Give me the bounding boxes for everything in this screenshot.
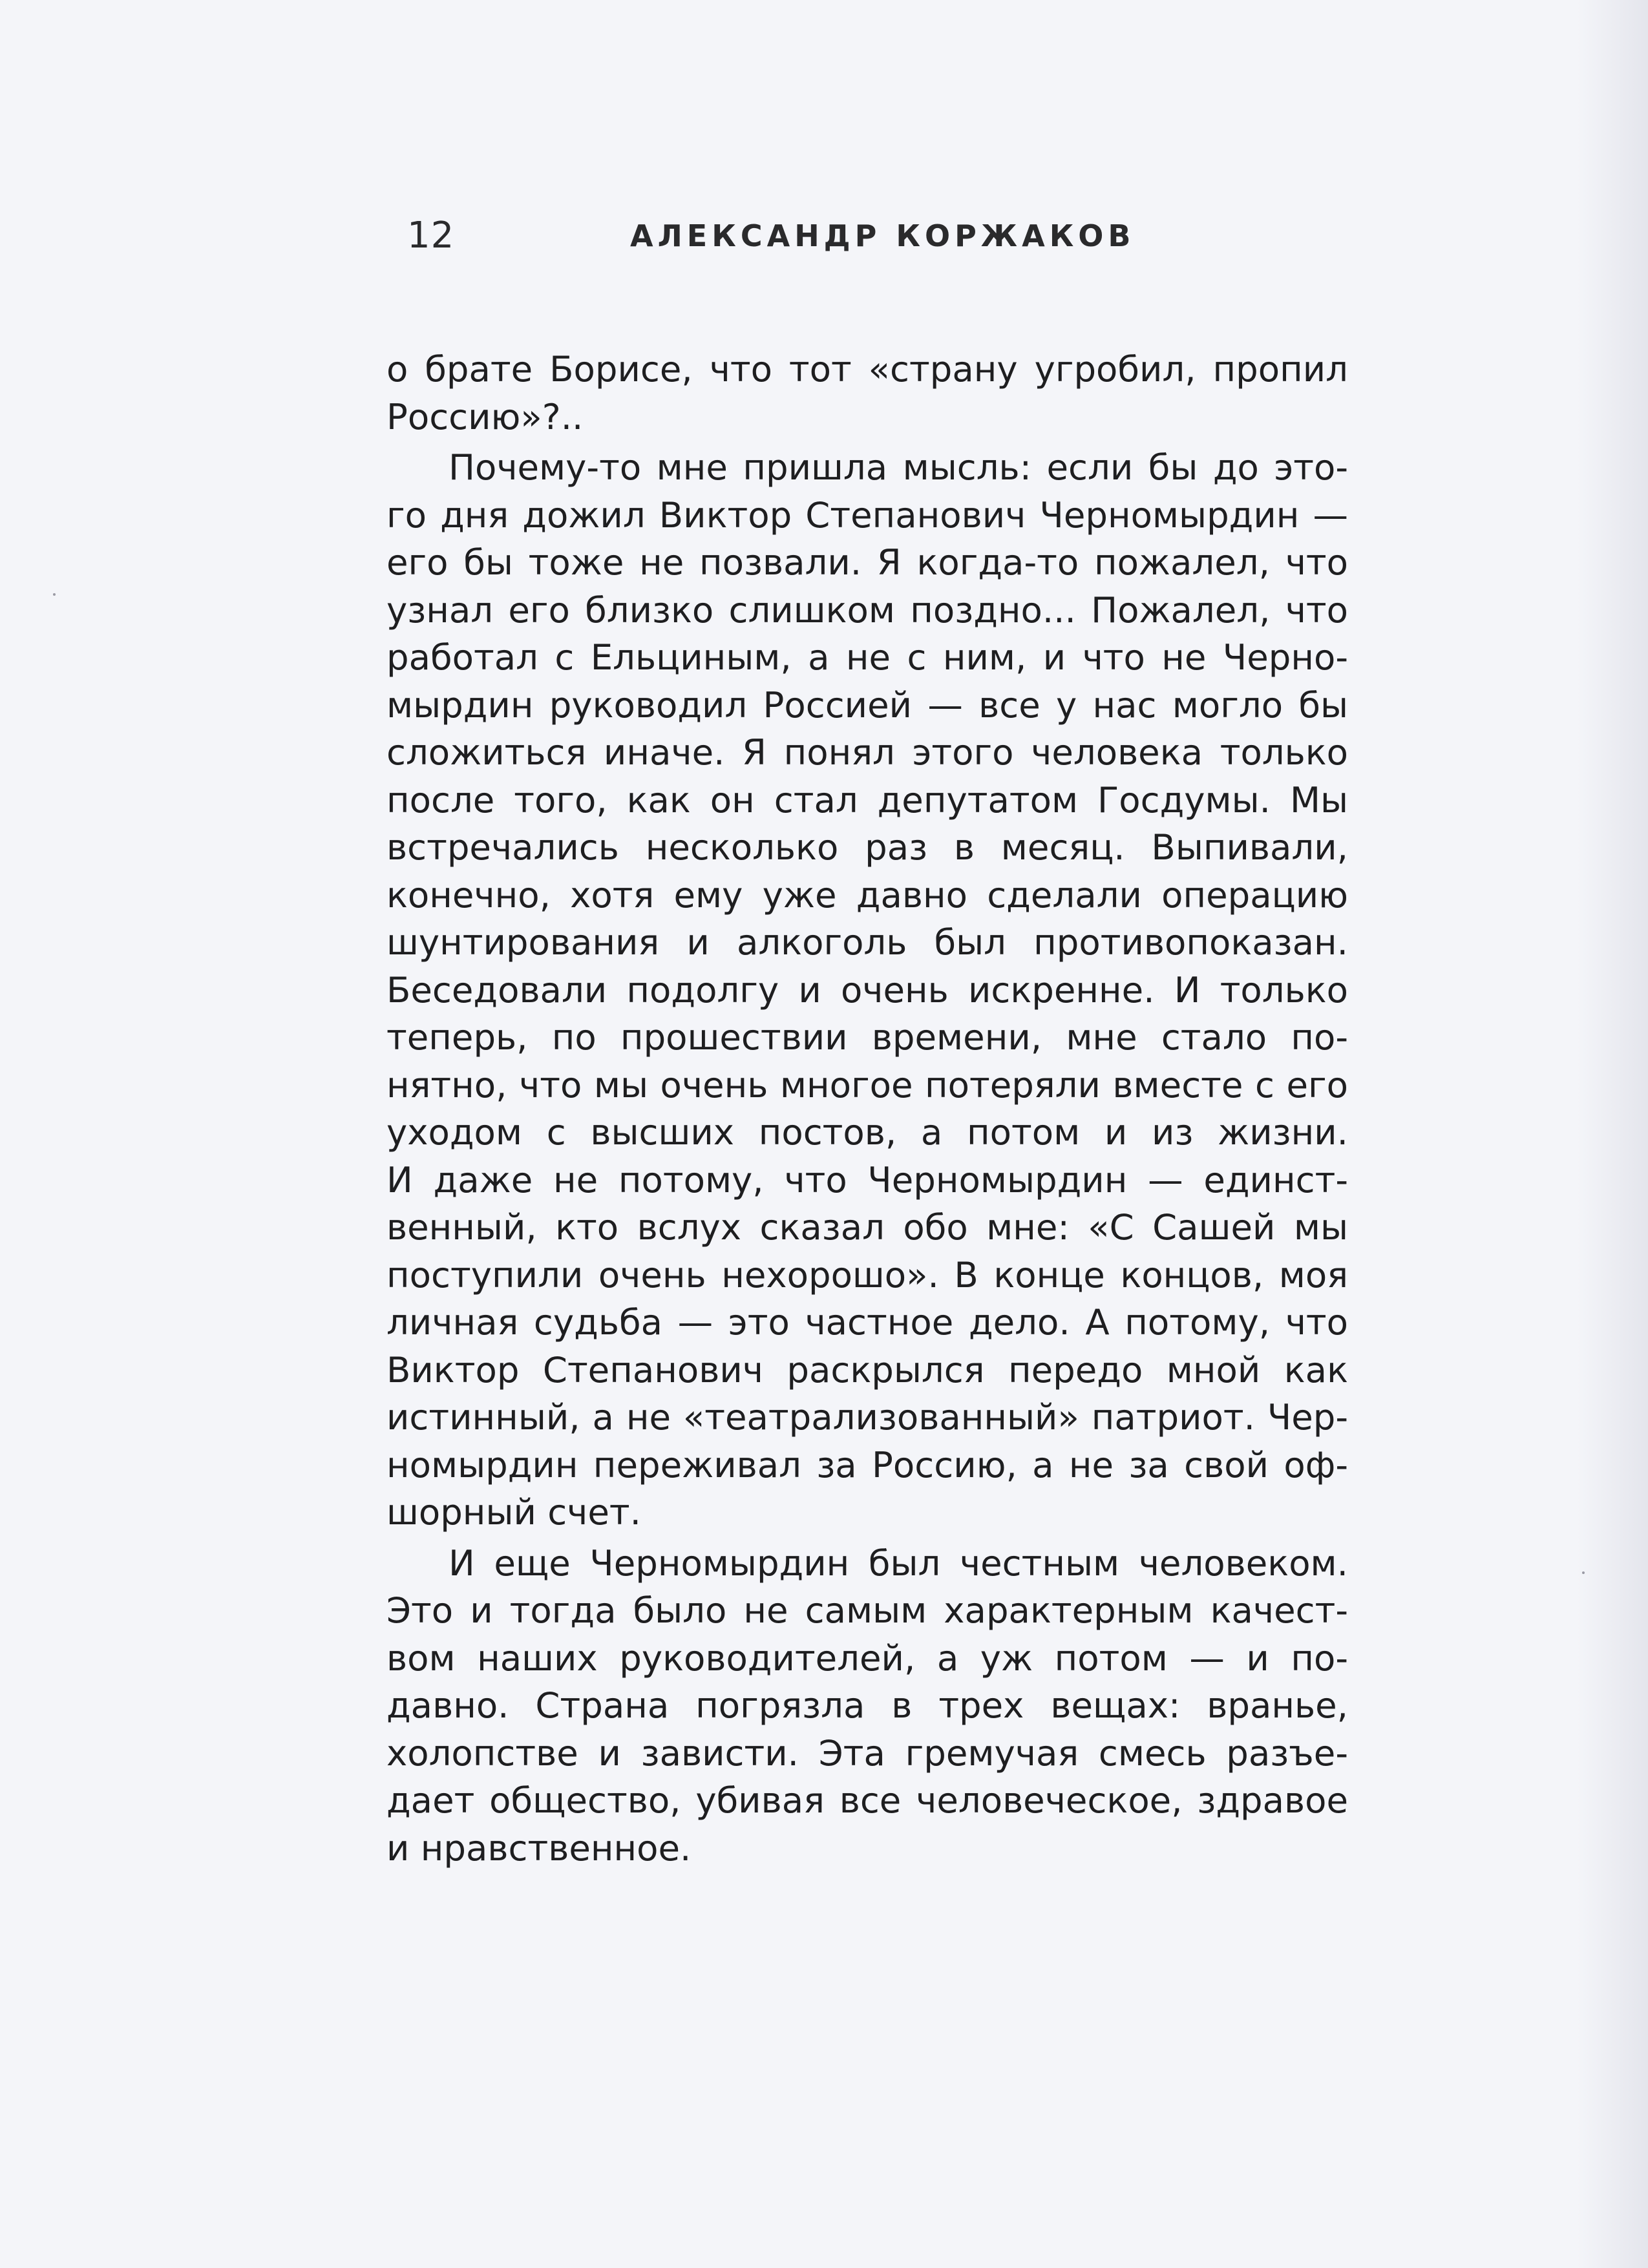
running-head-author: АЛЕКСАНДР КОРЖАКОВ — [630, 218, 1136, 253]
text-line: номырдин переживал за Россию, а не за свой оф- — [386, 1444, 1348, 1486]
text-line: дает общество, убивая все человеческое, здравое — [386, 1780, 1348, 1821]
text-line: о брате Борисе, что тот «страну угробил, пропил — [386, 348, 1348, 390]
text-line: Это и тогда было не самым характерным качест- — [386, 1590, 1348, 1631]
text-line: работал с Ельциным, а не с ним, и что не Черно- — [386, 636, 1348, 678]
text-line: уходом с высших постов, а потом и из жизни. — [386, 1111, 1348, 1153]
text-line: давно. Страна погрязла в трех вещах: вранье, — [386, 1685, 1348, 1726]
text-line: го дня дожил Виктор Степанович Черномырдин — — [386, 494, 1348, 536]
text-line: Россию»?.. — [386, 395, 584, 437]
text-line: нятно, что мы очень многое потеряли вместе с его — [386, 1064, 1348, 1106]
paragraph — [386, 1540, 1348, 1873]
text-line: конечно, хотя ему уже давно сделали операцию — [386, 874, 1348, 916]
text-line: И еще Черномырдин был честным человеком. — [449, 1542, 1348, 1584]
text-line: узнал его близко слишком поздно... Пожалел, что — [386, 589, 1348, 631]
text-line: теперь, по прошествии времени, мне стало по- — [386, 1016, 1348, 1058]
text-line: вом наших руководителей, а уж потом — и по- — [386, 1637, 1348, 1679]
text-line: поступили очень нехорошо». В конце концов, моя — [386, 1254, 1348, 1296]
text-line: Почему-то мне пришла мысль: если бы до это- — [449, 446, 1348, 488]
text-line: после того, как он стал депутатом Госдумы. Мы — [386, 779, 1348, 821]
body-text — [386, 346, 1348, 1872]
text-line: личная судьба — это частное дело. А потому, что — [386, 1301, 1348, 1343]
scan-speck — [1582, 1571, 1585, 1574]
text-line: встречались несколько раз в месяц. Выпивали, — [386, 826, 1348, 868]
paragraph — [386, 444, 1348, 1537]
text-line: Беседовали подолгу и очень искренне. И только — [386, 969, 1348, 1011]
scan-speck — [53, 593, 56, 596]
text-line: сложиться иначе. Я понял этого человека только — [386, 731, 1348, 773]
running-head — [407, 207, 1137, 265]
text-line: шунтирования и алкоголь был противопоказан. — [386, 921, 1348, 963]
page-edge-shadow — [1577, 0, 1648, 2268]
text-line: и нравственное. — [386, 1827, 692, 1869]
paragraph — [386, 346, 1348, 441]
text-line: И даже не потому, что Черномырдин — единст- — [386, 1159, 1348, 1201]
text-line: Виктор Степанович раскрылся передо мной как — [386, 1349, 1348, 1391]
text-line: холопстве и зависти. Эта гремучая смесь разъе- — [386, 1732, 1348, 1774]
text-line: мырдин руководил Россией — все у нас могло бы — [386, 684, 1348, 726]
text-line: его бы тоже не позвали. Я когда-то пожалел, что — [386, 541, 1348, 583]
text-line: шорный счет. — [386, 1491, 641, 1533]
text-line: венный, кто вслух сказал обо мне: «С Сашей мы — [386, 1206, 1348, 1248]
page-number: 12 — [407, 215, 455, 257]
text-line: истинный, а не «театрализованный» патриот. Чер- — [386, 1396, 1348, 1438]
